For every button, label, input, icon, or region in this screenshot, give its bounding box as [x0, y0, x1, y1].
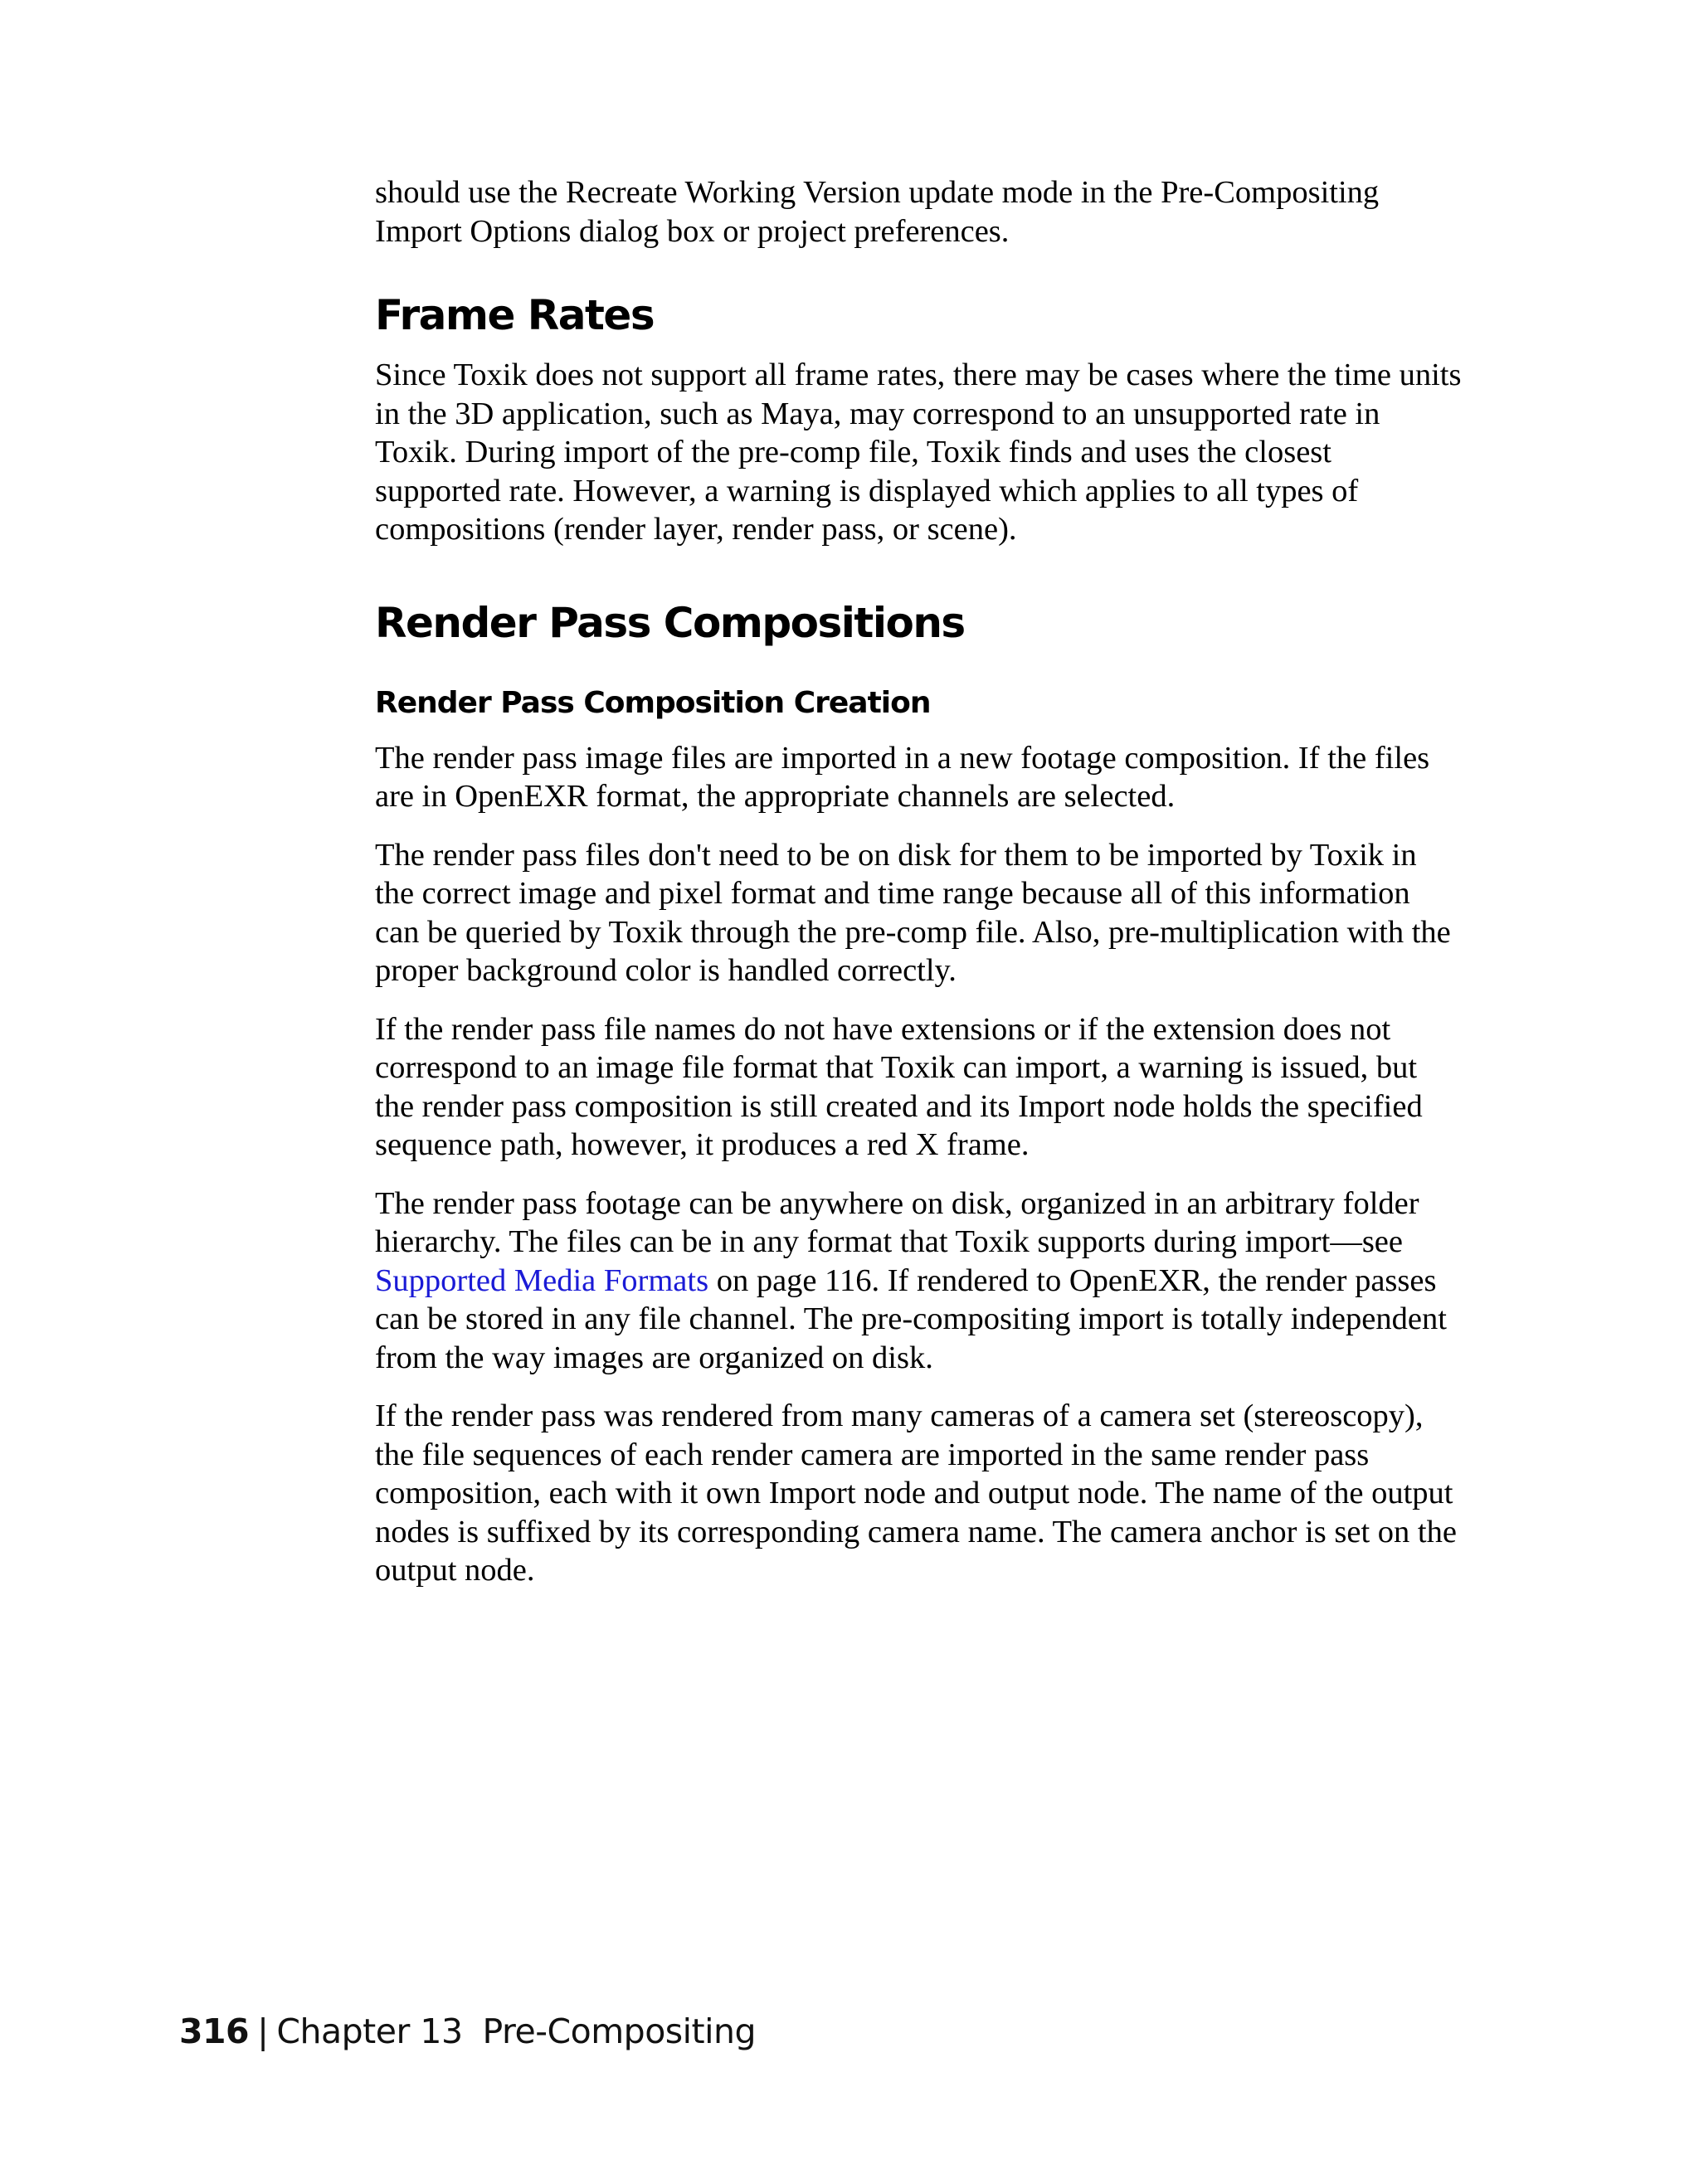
frame-rates-paragraph: Since Toxik does not support all frame rates, there may be cases where the time units in the 3D application, such as Maya, may correspond to an unsupported rate in Toxik. During import of the pre-comp file, Toxik finds and uses the closest supported rate. However, a warning is displayed which applies to all types of compositions (render layer, render pass, or scene). — [375, 358, 1462, 547]
intro-paragraph: should use the Recreate Working Version update mode in the Pre-Compositing Import Options dialog box or project preferences. — [375, 175, 1380, 249]
footer-chapter: Chapter 13 — [276, 2011, 463, 2051]
supported-media-formats-link[interactable]: Supported Media Formats — [375, 1262, 709, 1298]
render-pass-paragraph-3: If the render pass file names do not have extensions or if the extension does not correspond to an image file format that Toxik can import, a warning is issued, but the render pass composition is still created and its Import node holds the specified sequence path, however, it produces a red X frame. — [375, 1011, 1423, 1162]
footer-chapter-title: Pre-Compositing — [482, 2011, 757, 2051]
render-pass-paragraph-1: The render pass image files are imported in a new footage composition. If the files are in OpenEXR format, the appropriate channels are selected. — [375, 740, 1430, 814]
page-content — [375, 173, 1462, 1590]
subheading-render-pass-creation: Render Pass Composition Creation — [375, 685, 931, 720]
footer-separator: | — [257, 2011, 269, 2051]
heading-frame-rates: Frame Rates — [375, 291, 655, 339]
render-pass-paragraph-5: If the render pass was rendered from many cameras of a camera set (stereoscopy), the file sequences of each render camera are imported in the same render pass composition, each with it own Import node and output node. The name of the output nodes is suffixed by its corresponding camera name. The camera anchor is set on the output node. — [375, 1398, 1457, 1588]
render-pass-paragraph-2: The render pass files don't need to be on disk for them to be imported by Toxik in the correct image and pixel format and time range because all of this information can be queried by Toxik through the pre-comp file. Also, pre-multiplication with the proper background color is handled correctly. — [375, 837, 1451, 988]
render-pass-paragraph-4 — [375, 1184, 1462, 1378]
heading-render-pass-compositions: Render Pass Compositions — [375, 598, 965, 647]
p4-text-after: on page 116. If rendered to OpenEXR, the render passes can be stored in any file channel. The pre-compositing import is totally independent from the way images are organized on disk. — [375, 1262, 1447, 1375]
page-footer — [179, 2011, 756, 2052]
page-number: 316 — [179, 2011, 250, 2051]
p4-text-before: The render pass footage can be anywhere on disk, organized in an arbitrary folder hierarchy. The files can be in any format that Toxik supports during import—see — [375, 1185, 1419, 1259]
